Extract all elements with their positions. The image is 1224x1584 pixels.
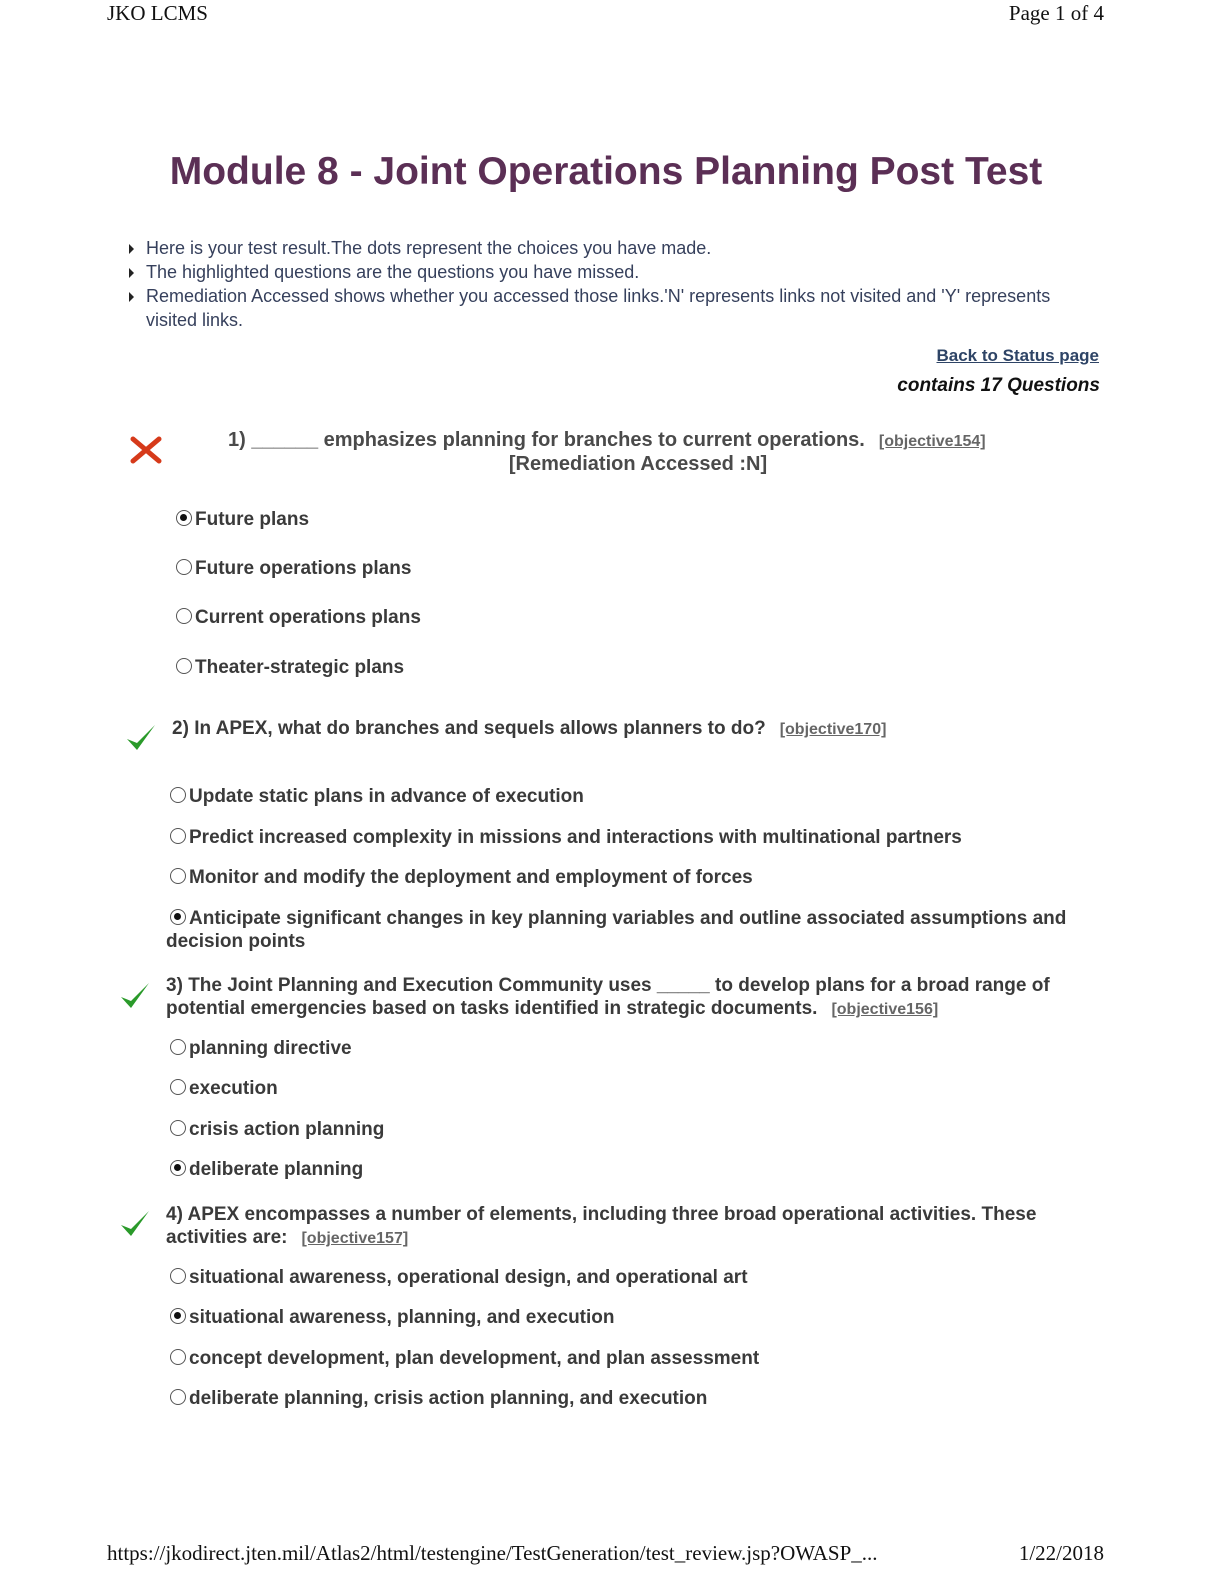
answer-option[interactable]: Theater-strategic plans [176,656,404,679]
answer-option[interactable]: deliberate planning, crisis action planning, and execution [170,1387,707,1410]
triangle-bullet-icon [129,268,134,278]
radio-unselected[interactable] [170,787,186,803]
radio-selected[interactable] [170,1160,186,1176]
answer-option[interactable]: situational awareness, operational design, and operational art [170,1266,748,1289]
remediation-status: [Remediation Accessed :N] [508,453,768,475]
x-icon [130,436,162,464]
objective-link[interactable]: [objective154] [878,433,986,450]
answer-option[interactable]: Anticipate significant changes in key planning variables and outline associated assumptions and decision points [166,908,1067,952]
radio-unselected[interactable] [170,1268,186,1284]
radio-unselected[interactable] [176,608,192,624]
question-2: 2) In APEX, what do branches and sequels allows planners to do? [objective170] [172,718,887,739]
radio-unselected[interactable] [176,559,192,575]
check-icon [118,980,152,1012]
answer-option[interactable]: Monitor and modify the deployment and employment of forces [170,866,753,889]
radio-unselected[interactable] [170,1120,186,1136]
instruction-item: Here is your test result.The dots represent the choices you have made. [128,236,1088,260]
radio-selected[interactable] [170,1308,186,1324]
check-icon [124,722,158,754]
radio-unselected[interactable] [170,1079,186,1095]
print-footer-url: https://jkodirect.jten.mil/Atlas2/html/testengine/TestGeneration/test_review.jsp?OWASP_... [107,1541,878,1565]
radio-unselected[interactable] [170,828,186,844]
radio-selected[interactable] [170,909,186,925]
objective-link[interactable]: [objective157] [301,1230,409,1247]
back-to-status-link[interactable]: Back to Status page [936,346,1099,365]
question-4: 4) APEX encompasses a number of elements, including three broad operational activities. These activities are: [objective157] [166,1204,1037,1248]
answer-option[interactable]: Future operations plans [176,557,411,580]
instruction-item: The highlighted questions are the questions you have missed. [128,260,1088,284]
radio-unselected[interactable] [176,658,192,674]
question-count: contains 17 Questions [897,375,1100,396]
answer-option[interactable]: deliberate planning [170,1158,363,1181]
answer-option[interactable]: concept development, plan development, and plan assessment [170,1347,759,1370]
instruction-item: Remediation Accessed shows whether you accessed those links.'N' represents links not visited and 'Y' represents visited links. [128,284,1088,332]
question-1: 1) ______ emphasizes planning for branches to current operations. [objective154] [Remediation Accessed :N] [228,429,1048,476]
answer-option[interactable]: Future plans [176,508,309,531]
answer-option[interactable]: situational awareness, planning, and execution [170,1306,615,1329]
radio-unselected[interactable] [170,868,186,884]
instructions-list [128,236,1088,332]
print-header-page: Page 1 of 4 [1008,1,1104,25]
radio-unselected[interactable] [170,1389,186,1405]
check-icon [118,1208,152,1240]
print-footer-date: 1/22/2018 [1018,1541,1104,1565]
page-title: Module 8 - Joint Operations Planning Post Test [169,150,1043,193]
radio-unselected[interactable] [170,1039,186,1055]
answer-option[interactable]: crisis action planning [170,1118,384,1141]
answer-option[interactable]: Update static plans in advance of execution [170,785,584,808]
question-3: 3) The Joint Planning and Execution Community uses _____ to develop plans for a broad range of potential emergencies based on tasks identified in strategic documents. [objective156] [166,975,1050,1019]
answer-option[interactable]: planning directive [170,1037,352,1060]
triangle-bullet-icon [129,244,134,254]
radio-unselected[interactable] [170,1349,186,1365]
objective-link[interactable]: [objective156] [831,1001,939,1018]
objective-link[interactable]: [objective170] [779,721,887,738]
answer-option[interactable]: Predict increased complexity in missions and interactions with multinational partners [170,826,962,849]
radio-selected[interactable] [176,510,192,526]
triangle-bullet-icon [129,292,134,302]
print-header-left: JKO LCMS [107,1,208,25]
answer-option[interactable]: Current operations plans [176,606,421,629]
answer-option[interactable]: execution [170,1077,278,1100]
